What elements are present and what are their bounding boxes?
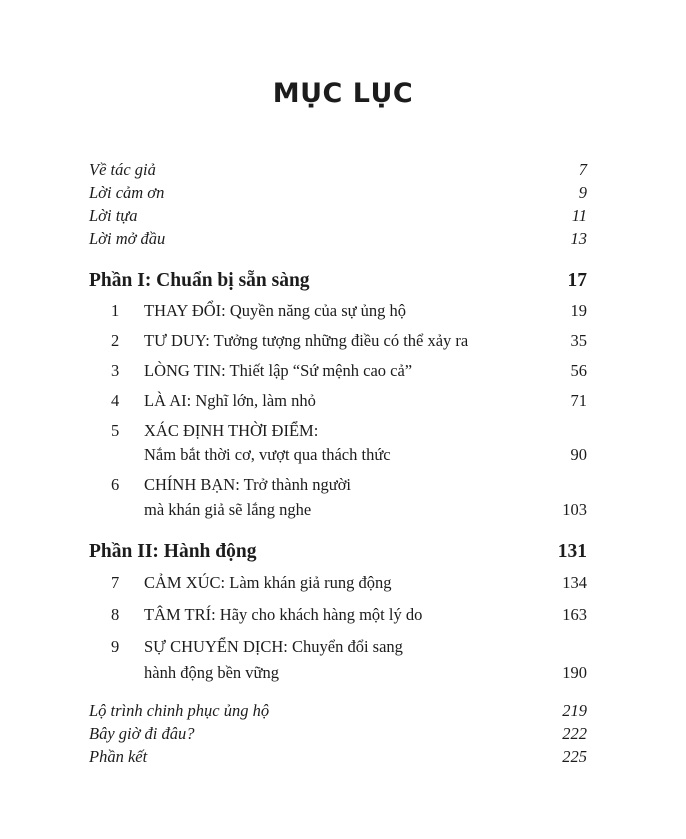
entry-page: 9: [578, 183, 587, 202]
part-page: 131: [557, 541, 587, 562]
chapter-page: 71: [570, 391, 587, 410]
page-title: MỤC LỤC: [272, 78, 414, 109]
chapter-number: 8: [111, 605, 120, 624]
chapter-number: 6: [111, 475, 120, 494]
chapter-page: 190: [562, 663, 587, 682]
entry-label: Phần kết: [89, 747, 148, 766]
chapter-page: 19: [570, 301, 587, 320]
entry-page: 225: [562, 747, 587, 766]
entry-label: Lời tựa: [89, 206, 138, 225]
entry-page: 7: [578, 160, 587, 179]
chapter-page: 163: [562, 605, 587, 624]
entry-page: 222: [562, 724, 587, 743]
chapter-title: TÂM TRÍ: Hãy cho khách hàng một lý do: [144, 605, 423, 624]
chapter-page: 35: [570, 331, 587, 350]
part-page: 17: [567, 270, 587, 291]
chapter-title: THAY ĐỔI: Quyền năng của sự ủng hộ: [144, 301, 407, 320]
chapter-page: 90: [570, 445, 587, 464]
chapter-number: 5: [111, 421, 120, 440]
entry-label: Về tác giả: [89, 160, 156, 179]
chapter-number: 1: [111, 301, 120, 320]
chapter-title: LÒNG TIN: Thiết lập “Sứ mệnh cao cả”: [144, 361, 413, 380]
chapter-title-cont: mà khán giả sẽ lắng nghe: [144, 500, 312, 519]
part-label: Phần I: Chuẩn bị sẵn sàng: [89, 270, 310, 291]
chapter-number: 4: [111, 391, 120, 410]
chapter-number: 2: [111, 331, 120, 350]
chapter-title: CẢM XÚC: Làm khán giả rung động: [144, 573, 392, 592]
chapter-page: 134: [562, 573, 587, 592]
chapter-number: 7: [111, 573, 120, 592]
chapter-title-cont: Nắm bắt thời cơ, vượt qua thách thức: [144, 445, 391, 464]
chapter-page: 56: [570, 361, 587, 380]
chapter-number: 9: [111, 637, 120, 656]
entry-label: Lời cảm ơn: [89, 183, 165, 202]
entry-page: 11: [571, 206, 587, 225]
entry-label: Bây giờ đi đâu?: [89, 724, 195, 743]
chapter-title: XÁC ĐỊNH THỜI ĐIỂM:: [144, 421, 319, 440]
part-label: Phần II: Hành động: [89, 541, 257, 562]
chapter-page: 103: [562, 500, 587, 519]
entry-label: Lời mở đầu: [89, 229, 166, 248]
chapter-title-cont: hành động bền vững: [144, 663, 279, 682]
chapter-title: CHÍNH BẠN: Trở thành người: [144, 475, 351, 494]
chapter-title: TƯ DUY: Tưởng tượng những điều có thể xảy ra: [144, 331, 469, 350]
entry-page: 13: [570, 229, 587, 248]
entry-label: Lộ trình chinh phục ủng hộ: [89, 701, 270, 720]
entry-page: 219: [562, 701, 587, 720]
chapter-title: SỰ CHUYỂN DỊCH: Chuyển đổi sang: [144, 637, 403, 656]
chapter-number: 3: [111, 361, 120, 380]
chapter-title: LÀ AI: Nghĩ lớn, làm nhỏ: [144, 391, 316, 410]
